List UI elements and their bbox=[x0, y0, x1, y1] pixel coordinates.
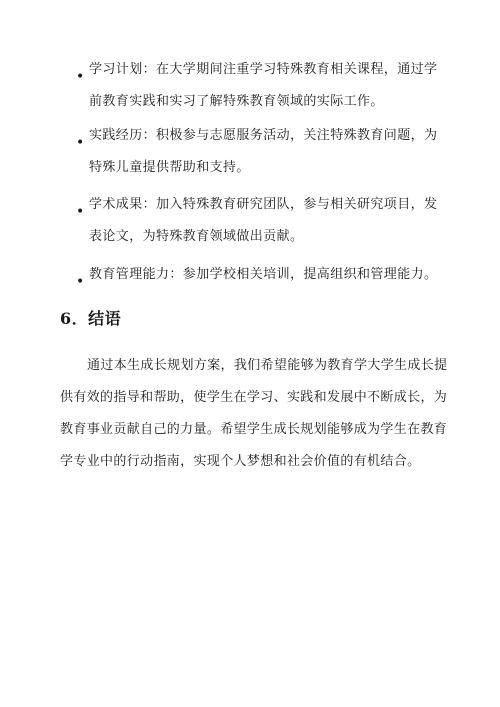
list-item-line: 教育管理能力：参加学校相关培训，提高组织和管理能力。 bbox=[89, 267, 438, 282]
list-item-line: 特殊儿童提供帮助和支持。 bbox=[89, 160, 250, 175]
list-item-line: 表论文，为特殊教育领域做出贡献。 bbox=[89, 229, 304, 244]
paragraph-line: 供有效的指导和帮助，使学生在学习、实践和发展中不断成长，为 bbox=[60, 390, 448, 405]
bullet-dot-icon: • bbox=[76, 69, 85, 85]
section-heading: 6．结语 bbox=[60, 309, 122, 328]
conclusion-paragraph bbox=[60, 350, 448, 478]
list-item-line: 实践经历：积极参与志愿服务活动，关注特殊教育问题，为 bbox=[89, 128, 438, 143]
paragraph-line: 教育事业贡献自己的力量。希望学生成长规划能够成为学生在教育 bbox=[60, 422, 448, 437]
list-item-text bbox=[89, 189, 439, 253]
paragraph-line: 学专业中的行动指南，实现个人梦想和社会价值的有机结合。 bbox=[60, 454, 421, 469]
bullet-dot-icon: • bbox=[76, 274, 85, 290]
paragraph-line: 通过本生成长规划方案，我们希望能够为教育学大学生成长提 bbox=[87, 358, 448, 373]
list-item-text bbox=[89, 259, 439, 291]
list-item-text bbox=[89, 120, 439, 184]
list-item-text bbox=[89, 54, 439, 118]
list-item-line: 学习计划：在大学期间注重学习特殊教育相关课程，通过学 bbox=[89, 62, 438, 77]
bullet-dot-icon: • bbox=[76, 135, 85, 151]
list-item-line: 前教育实践和实习了解特殊教育领域的实际工作。 bbox=[89, 94, 384, 109]
list-item-line: 学术成果：加入特殊教育研究团队，参与相关研究项目，发 bbox=[89, 197, 438, 212]
bullet-dot-icon: • bbox=[76, 204, 85, 220]
